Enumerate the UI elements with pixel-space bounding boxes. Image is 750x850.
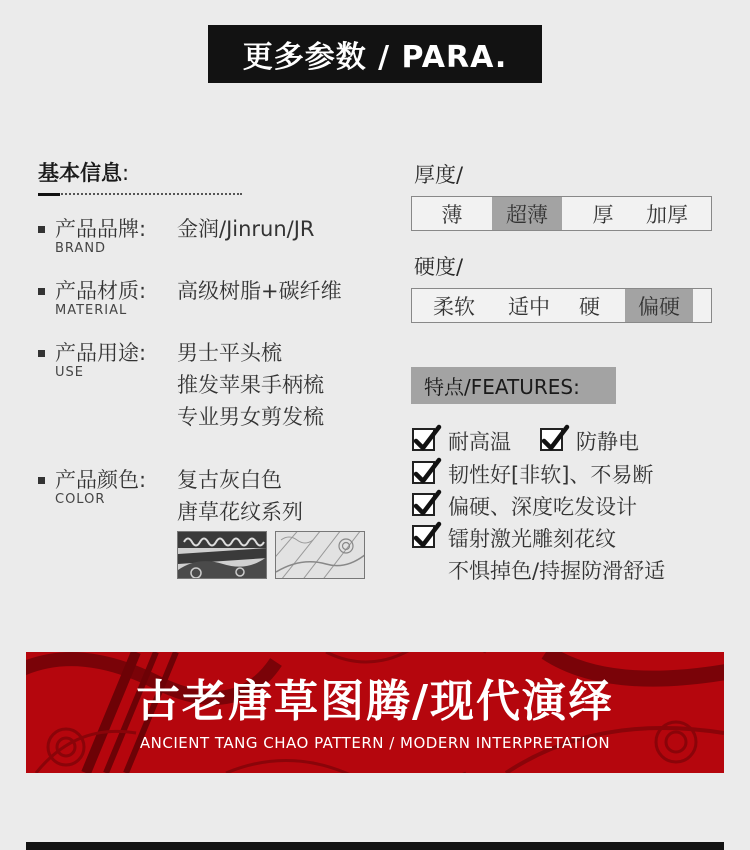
prop-value-list	[177, 337, 324, 433]
bullet-square-icon	[38, 350, 45, 357]
prop-sub-label: COLOR	[55, 492, 106, 507]
prop-label: 产品颜色:	[55, 468, 147, 492]
divider-accent	[38, 193, 60, 196]
thickness-option-thick[interactable]: 厚	[592, 202, 614, 227]
prop-value: 男士平头梳	[177, 341, 282, 365]
checkbox-checked-icon	[412, 525, 435, 548]
feature-item: 偏硬、深度吃发设计	[448, 495, 637, 519]
feature-item: 耐高温	[448, 430, 511, 454]
thickness-option-ultra-thin[interactable]: 超薄	[492, 197, 562, 230]
prop-value: 金润/Jinrun/JR	[177, 217, 315, 241]
prop-value: 唐草花纹系列	[177, 500, 303, 524]
feature-item: 镭射激光雕刻花纹	[448, 527, 616, 551]
prop-sub-label: USE	[55, 365, 84, 380]
bullet-square-icon	[38, 477, 45, 484]
swatch-dark-pattern	[177, 531, 267, 579]
thickness-label: 厚度/	[414, 163, 464, 187]
prop-value: 专业男女剪发梳	[177, 405, 324, 429]
pattern-banner	[26, 652, 724, 773]
prop-sub-label: BRAND	[55, 241, 107, 256]
hardness-option-medium[interactable]: 适中	[508, 294, 550, 319]
basic-info-title: 基本信息	[38, 161, 122, 185]
checkbox-checked-icon	[540, 428, 563, 451]
prop-value-list	[177, 275, 342, 307]
prop-label: 产品材质:	[55, 279, 147, 303]
dotted-divider	[38, 193, 242, 195]
swatch-light-pattern	[275, 531, 365, 579]
bullet-square-icon	[38, 288, 45, 295]
thickness-selector	[411, 196, 712, 231]
hardness-option-soft[interactable]: 柔软	[433, 294, 475, 319]
prop-value: 复古灰白色	[177, 468, 282, 492]
checkbox-checked-icon	[412, 428, 435, 451]
prop-value: 高级树脂+碳纤维	[177, 279, 342, 303]
checkbox-checked-icon	[412, 461, 435, 484]
feature-continuation: 不惧掉色/持握防滑舒适	[448, 559, 666, 583]
hardness-option-extra-hard[interactable]: 偏硬	[625, 289, 693, 322]
hardness-selector	[411, 288, 712, 323]
basic-info-colon: :	[122, 161, 130, 185]
feature-item: 防静电	[576, 430, 639, 454]
bottom-section-bar	[26, 842, 724, 850]
light-pattern-image	[276, 532, 365, 579]
hardness-option-hard[interactable]: 硬	[579, 294, 600, 319]
prop-value-list	[177, 464, 303, 528]
prop-label: 产品品牌:	[55, 217, 147, 241]
prop-value-list	[177, 213, 315, 245]
banner-title: 古老唐草图腾/现代演绎	[135, 676, 615, 727]
prop-value: 推发苹果手柄梳	[177, 373, 324, 397]
checkbox-checked-icon	[412, 493, 435, 516]
features-heading: 特点/FEATURES:	[411, 367, 616, 404]
banner-subtitle: ANCIENT TANG CHAO PATTERN / MODERN INTERPRETATION	[139, 734, 611, 752]
thickness-option-extra-thick[interactable]: 加厚	[646, 202, 688, 227]
prop-label: 产品用途:	[55, 341, 147, 365]
feature-item: 韧性好[非软]、不易断	[448, 463, 654, 487]
basic-info-heading	[38, 157, 129, 187]
page-title: 更多参数 / PARA.	[208, 25, 542, 83]
dark-pattern-image	[178, 532, 267, 579]
thickness-option-thin[interactable]: 薄	[441, 202, 463, 227]
bullet-square-icon	[38, 226, 45, 233]
hardness-label: 硬度/	[414, 255, 464, 279]
prop-sub-label: MATERIAL	[55, 303, 128, 318]
